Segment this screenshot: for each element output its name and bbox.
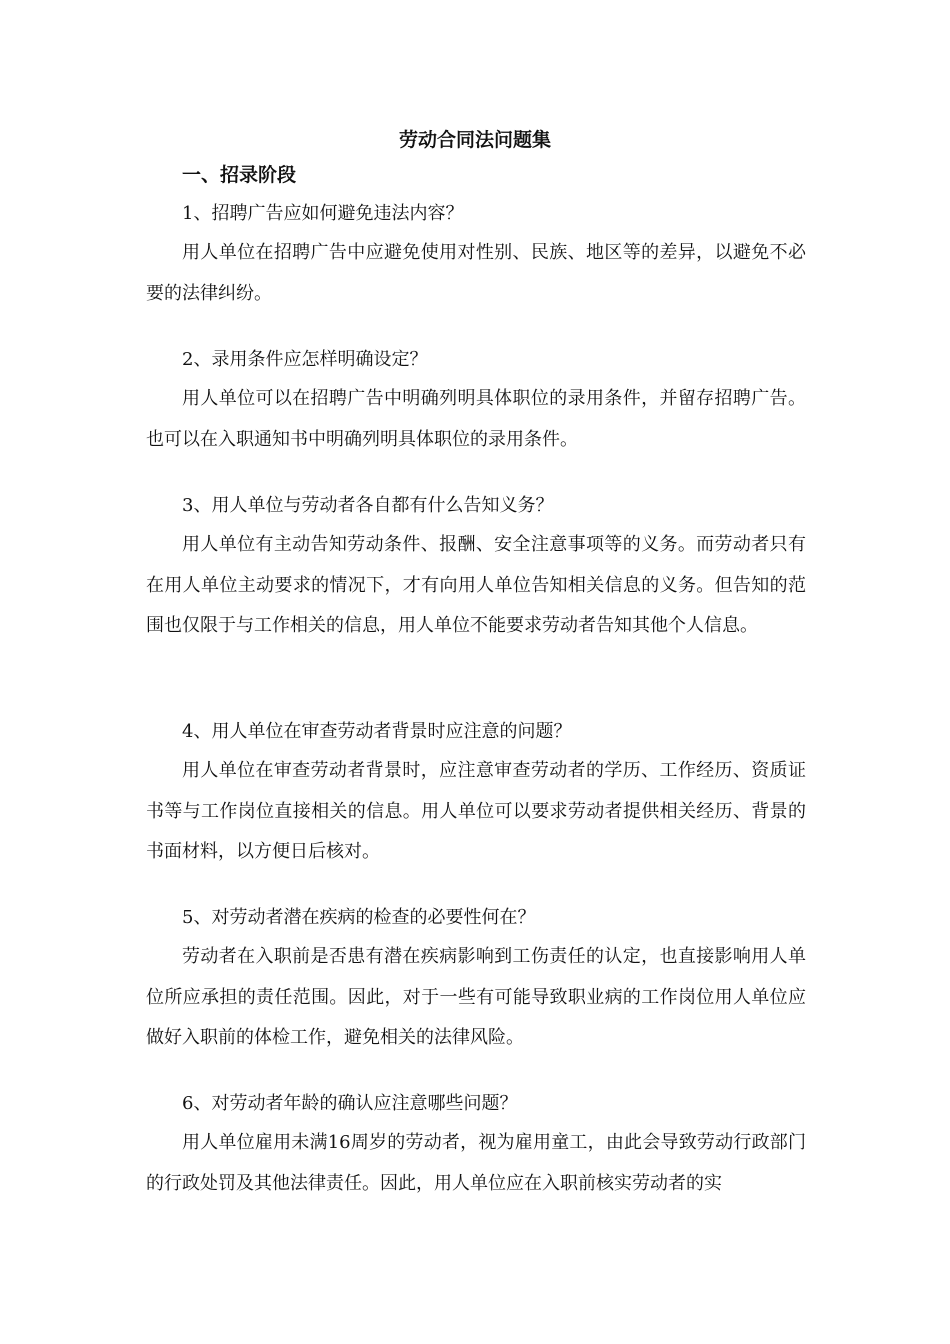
question-2: 2、录用条件应怎样明确设定？ <box>182 349 428 370</box>
qa-item-5 <box>146 899 806 1059</box>
question-1: 1、招聘广告应如何避免违法内容？ <box>182 203 464 224</box>
qa-item-4 <box>146 713 806 873</box>
section-heading: 一、招录阶段 <box>182 164 297 186</box>
answer-2: 用人单位可以在招聘广告中明确列明具体职位的录用条件，并留存招聘广告。也可以在入职通知书中明确列明具体职位的录用条件。 <box>146 388 806 450</box>
question-4: 4、用人单位在审查劳动者背景时应注意的问题？ <box>182 721 572 742</box>
answer-1: 用人单位在招聘广告中应避免使用对性别、民族、地区等的差异，以避免不必要的法律纠纷。 <box>146 242 806 304</box>
qa-item-1 <box>146 195 806 314</box>
answer-6: 用人单位雇用未满16周岁的劳动者，视为雇用童工，由此会导致劳动行政部门的行政处罚及其他法律责任。因此，用人单位应在入职前核实劳动者的实 <box>146 1132 806 1194</box>
answer-3: 用人单位有主动告知劳动条件、报酬、安全注意事项等的义务。而劳动者只有在用人单位主动要求的情况下，才有向用人单位告知相关信息的义务。但告知的范围也仅限于与工作相关的信息，用人单位不能要求劳动者告知其他个人信息。 <box>146 534 806 636</box>
qa-item-3 <box>146 487 806 647</box>
question-5: 5、对劳动者潜在疾病的检查的必要性何在？ <box>182 907 536 928</box>
qa-item-2 <box>146 341 806 460</box>
answer-4: 用人单位在审查劳动者背景时，应注意审查劳动者的学历、工作经历、资质证书等与工作岗位直接相关的信息。用人单位可以要求劳动者提供相关经历、背景的书面材料，以方便日后核对。 <box>146 760 806 862</box>
document-title: 劳动合同法问题集 <box>398 129 551 151</box>
question-6: 6、对劳动者年龄的确认应注意哪些问题？ <box>182 1093 518 1114</box>
question-3: 3、用人单位与劳动者各自都有什么告知义务？ <box>182 495 554 516</box>
answer-5: 劳动者在入职前是否患有潜在疾病影响到工伤责任的认定，也直接影响用人单位所应承担的责任范围。因此，对于一些有可能导致职业病的工作岗位用人单位应做好入职前的体检工作，避免相关的法律风险。 <box>146 946 806 1048</box>
qa-item-6 <box>146 1085 806 1204</box>
